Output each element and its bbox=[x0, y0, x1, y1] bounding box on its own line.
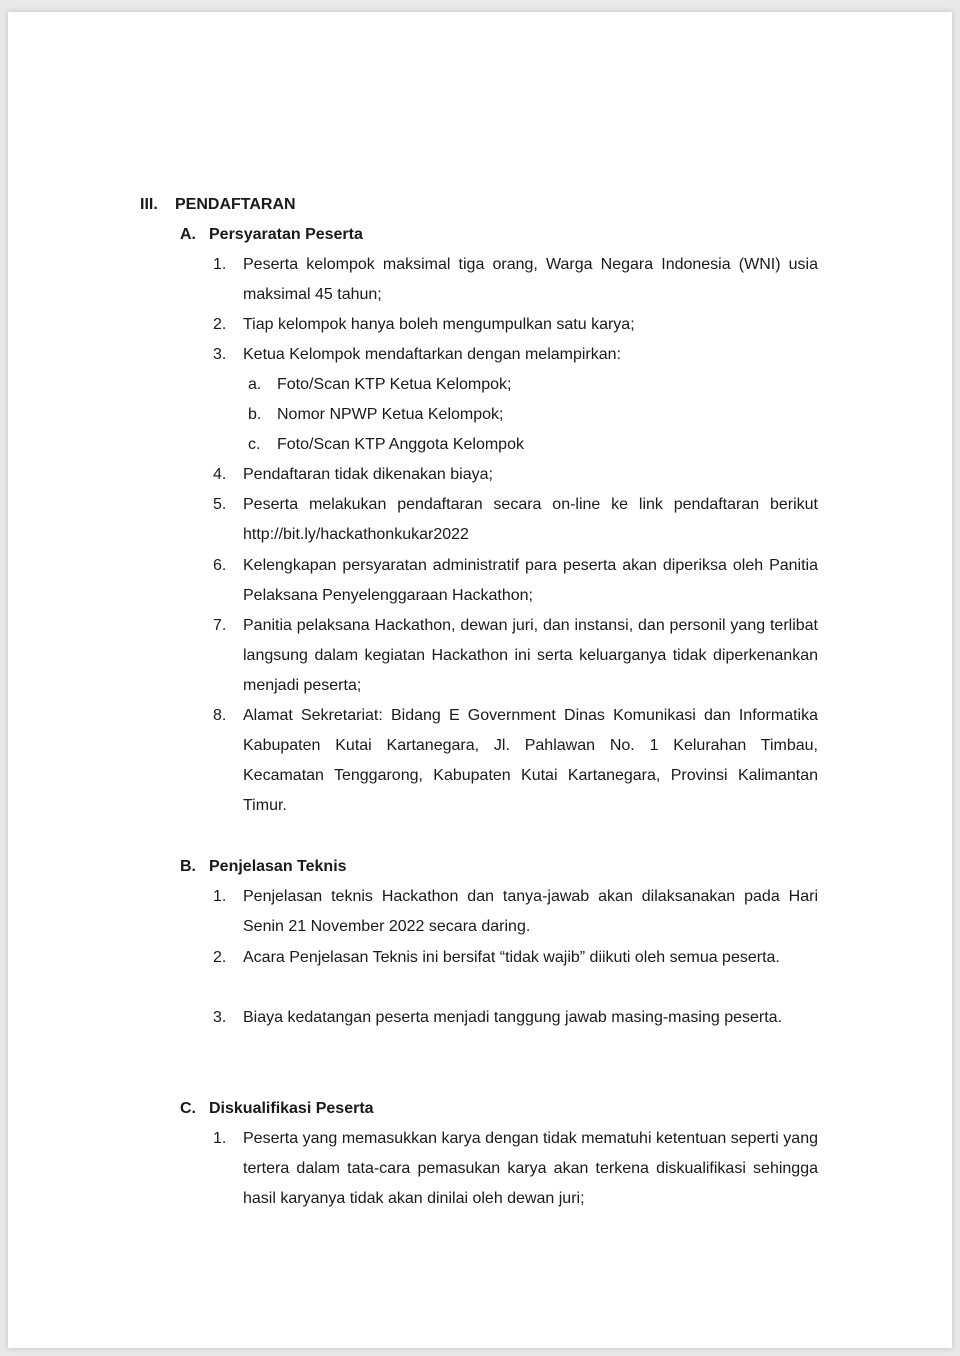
subsection-letter: B. bbox=[180, 858, 196, 875]
list-item-text: Peserta melakukan pendaftaran secara on-line ke link pendaftaran berikut http://bit.ly/hackathonkukar2022 bbox=[243, 496, 818, 543]
list-item-text: Tiap kelompok hanya boleh mengumpulkan satu karya; bbox=[243, 316, 635, 333]
list-item-text: Acara Penjelasan Teknis ini bersifat “tidak wajib” diikuti oleh semua peserta. bbox=[243, 949, 780, 966]
list-item-number: 5. bbox=[213, 496, 227, 513]
document-page bbox=[8, 12, 952, 1348]
subsection-letter: A. bbox=[180, 226, 196, 243]
subsection-title: Penjelasan Teknis bbox=[209, 858, 347, 875]
sub-list-item-text: Foto/Scan KTP Anggota Kelompok bbox=[277, 436, 524, 453]
list-item-text: Kelengkapan persyaratan administratif para peserta akan diperiksa oleh Panitia Pelaksana Penyelenggaraan Hackathon; bbox=[243, 557, 818, 604]
list-item-text: Biaya kedatangan peserta menjadi tanggung jawab masing-masing peserta. bbox=[243, 1009, 783, 1026]
list-item-number: 1. bbox=[213, 1130, 227, 1147]
list-item-number: 2. bbox=[213, 316, 227, 333]
sub-list-item-letter: b. bbox=[248, 406, 262, 423]
list-item-number: 4. bbox=[213, 466, 227, 483]
list-item-number: 7. bbox=[213, 617, 227, 634]
list-item-number: 8. bbox=[213, 707, 227, 724]
sub-list-item-letter: c. bbox=[248, 436, 261, 453]
subsection-letter: C. bbox=[180, 1100, 196, 1117]
section-title: PENDAFTARAN bbox=[175, 196, 296, 213]
list-item-text: Ketua Kelompok mendaftarkan dengan melampirkan: bbox=[243, 346, 621, 363]
sub-list-item-text: Nomor NPWP Ketua Kelompok; bbox=[277, 406, 504, 423]
list-item-text: Pendaftaran tidak dikenakan biaya; bbox=[243, 466, 493, 483]
sub-list-item-letter: a. bbox=[248, 376, 262, 393]
subsection-title: Persyaratan Peserta bbox=[209, 226, 363, 243]
list-item-number: 1. bbox=[213, 888, 227, 905]
list-item-text: Alamat Sekretariat: Bidang E Government Dinas Komunikasi dan Informatika Kabupaten Kutai Kartanegara, Jl. Pahlawan No. 1 Kelurahan Timbau, Kecamatan Tenggarong, Kabupaten Kutai Kartanegara, Provinsi Kalimantan Timur. bbox=[243, 707, 818, 814]
list-item-text: Panitia pelaksana Hackathon, dewan juri, dan instansi, dan personil yang terlibat langsung dalam kegiatan Hackathon ini serta keluarganya tidak diperkenankan menjadi peserta; bbox=[243, 617, 818, 694]
list-item-text: Peserta kelompok maksimal tiga orang, Warga Negara Indonesia (WNI) usia maksimal 45 tahun; bbox=[243, 256, 818, 303]
list-item-number: 2. bbox=[213, 949, 227, 966]
list-item-number: 6. bbox=[213, 557, 227, 574]
list-item-number: 1. bbox=[213, 256, 227, 273]
list-item-text: Peserta yang memasukkan karya dengan tidak mematuhi ketentuan seperti yang tertera dalam tata-cara pemasukan karya akan terkena diskualifikasi sehingga hasil karyanya tidak akan dinilai oleh dewan juri; bbox=[243, 1130, 818, 1207]
list-item-number: 3. bbox=[213, 346, 227, 363]
section-number: III. bbox=[140, 196, 158, 213]
list-item-number: 3. bbox=[213, 1009, 227, 1026]
list-item-text: Penjelasan teknis Hackathon dan tanya-jawab akan dilaksanakan pada Hari Senin 21 November 2022 secara daring. bbox=[243, 888, 818, 935]
sub-list-item-text: Foto/Scan KTP Ketua Kelompok; bbox=[277, 376, 512, 393]
subsection-title: Diskualifikasi Peserta bbox=[209, 1100, 374, 1117]
